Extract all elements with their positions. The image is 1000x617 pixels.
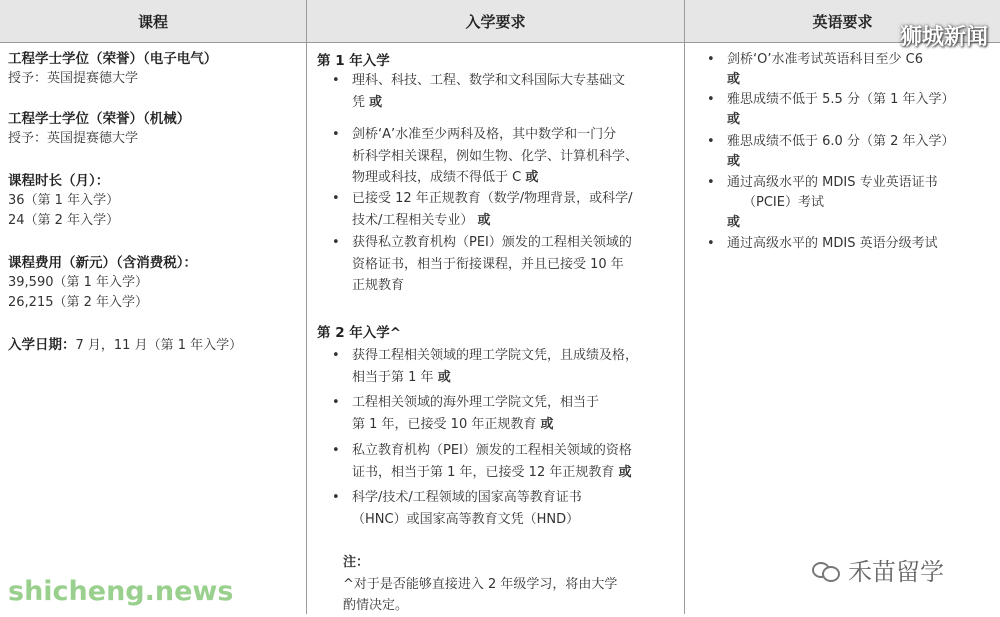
item-line: 相当于第 1 年 [352,369,434,385]
list-item [707,173,938,233]
program-award: 授予：英国提赛德大学 [8,71,139,86]
list-item [332,232,632,297]
list-item [707,234,938,254]
bullet-icon: • [707,52,715,67]
duration-year2: 24（第 2 年入学） [8,213,120,228]
note-line: ^对于是否能够直接进入 2 年级学习，将由大学 [343,576,618,592]
bullet-icon: • [707,175,715,190]
list-item [332,70,626,113]
item-line: 证书，相当于第 1 年，已接受 12 年正规教育 [352,464,615,480]
list-item [707,132,955,172]
list-item [332,124,639,189]
list-item [707,90,955,130]
bullet-icon: • [332,348,340,363]
fee-block [8,253,197,313]
or-keyword: 或 [437,369,451,385]
duration-title: 课程时长（月）： [8,173,110,189]
item-line: （PCIE）考试 [743,195,824,210]
duration-year1: 36（第 1 年入学） [8,193,120,208]
year1-title: 第 1 年入学 [317,53,390,69]
item-line: 私立教育机构（PEI）颁发的工程相关领域的资格 [352,443,632,458]
item-line: 科学/技术/工程领域的国家高等教育证书 [352,490,582,505]
list-item [332,392,600,435]
bullet-icon: • [332,235,340,250]
note-line: 酌情决定。 [343,598,409,614]
item-line: 通过高级水平的 MDIS 专业英语证书 [727,175,938,190]
watermark-top: 狮城新闻 [899,25,988,50]
duration-block [8,171,119,231]
item-line: 雅思成绩不低于 5.5 分（第 1 年入学） [727,92,955,107]
item-line: （HNC）或国家高等教育文凭（HND） [352,511,580,527]
year2-title: 第 2 年入学^ [317,325,402,341]
item-line: 雅思成绩不低于 6.0 分（第 2 年入学） [727,134,955,149]
program-award: 授予：英国提赛德大学 [8,131,139,146]
item-line: 析科学相关课程，例如生物、化学、计算机科学、 [352,148,639,164]
or-keyword: 或 [477,212,491,228]
note-block [343,552,617,617]
bullet-icon: • [707,92,715,107]
wechat-icon [812,558,842,582]
item-line: 第 1 年，已接受 10 年正规教育 [352,416,537,432]
item-line: 通过高级水平的 MDIS 英语分级考试 [727,236,938,251]
item-line: 剑桥‘A’水准至少两科及格，其中数学和一门分 [352,127,617,142]
header-english: 英语要求 [685,0,1000,43]
admission-column [307,42,684,614]
item-line: 工程相关领域的海外理工学院文凭，相当于 [352,395,600,410]
or-keyword: 或 [525,170,539,186]
item-line: 资格证书，相当于衔接课程，并且已接受 10 年 [352,256,624,272]
program-title: 工程学士学位（荣誉）（机械） [8,111,191,127]
bullet-icon: • [332,73,340,88]
bullet-icon: • [707,134,715,149]
program-electrical [8,49,217,89]
intake-block [8,335,242,356]
fee-year2: 26,215（第 2 年入学） [8,295,149,310]
bullet-icon: • [332,191,340,206]
bullet-icon: • [332,395,340,410]
course-column [0,42,306,614]
item-line: 凭 [352,94,366,110]
item-line: 理科、科技、工程、数学和文科国际大专基础文 [352,73,626,88]
header-course: 课程 [0,0,306,43]
intake-label: 入学日期： [8,337,76,353]
english-column [685,42,1000,614]
bullet-icon: • [332,127,340,142]
watermark-bottom-left: shicheng.news [8,576,234,607]
or-keyword: 或 [540,416,554,432]
item-line: 获得私立教育机构（PEI）颁发的工程相关领域的 [352,235,632,250]
or-keyword: 或 [727,72,741,87]
header-admission: 入学要求 [307,0,684,43]
item-line: 已接受 12 年正规教育（数学/物理背景，或科学/ [352,191,633,206]
list-item [332,188,633,231]
or-keyword: 或 [727,215,741,230]
bullet-icon: • [707,236,715,251]
fee-year1: 39,590（第 1 年入学） [8,275,149,290]
or-keyword: 或 [727,112,741,127]
list-item [332,487,582,530]
or-keyword: 或 [369,94,383,110]
watermark-brand: 禾苗留学 [848,558,944,586]
note-title: 注： [343,555,370,570]
item-line: 获得工程相关领域的理工学院文凭，且成绩及格， [352,348,639,363]
list-item [707,50,923,90]
item-line: 正规教育 [352,278,405,294]
bullet-icon: • [332,490,340,505]
program-title: 工程学士学位（荣誉）（电子电气） [8,51,218,67]
bullet-icon: • [332,443,340,458]
or-keyword: 或 [618,464,632,480]
watermark-bottom-right [812,552,944,587]
list-item [332,440,632,483]
item-line: 技术/工程相关专业） [352,212,474,228]
program-mechanical [8,109,190,149]
item-line: 剑桥‘O’水准考试英语科目至少 C6 [727,52,923,67]
or-keyword: 或 [727,154,741,169]
intake-value: 7 月，11 月（第 1 年入学） [75,338,243,353]
item-line: 物理或科技，成绩不得低于 C [352,170,522,186]
fee-title: 课程费用（新元）（含消费税）： [8,255,197,271]
list-item [332,345,639,388]
